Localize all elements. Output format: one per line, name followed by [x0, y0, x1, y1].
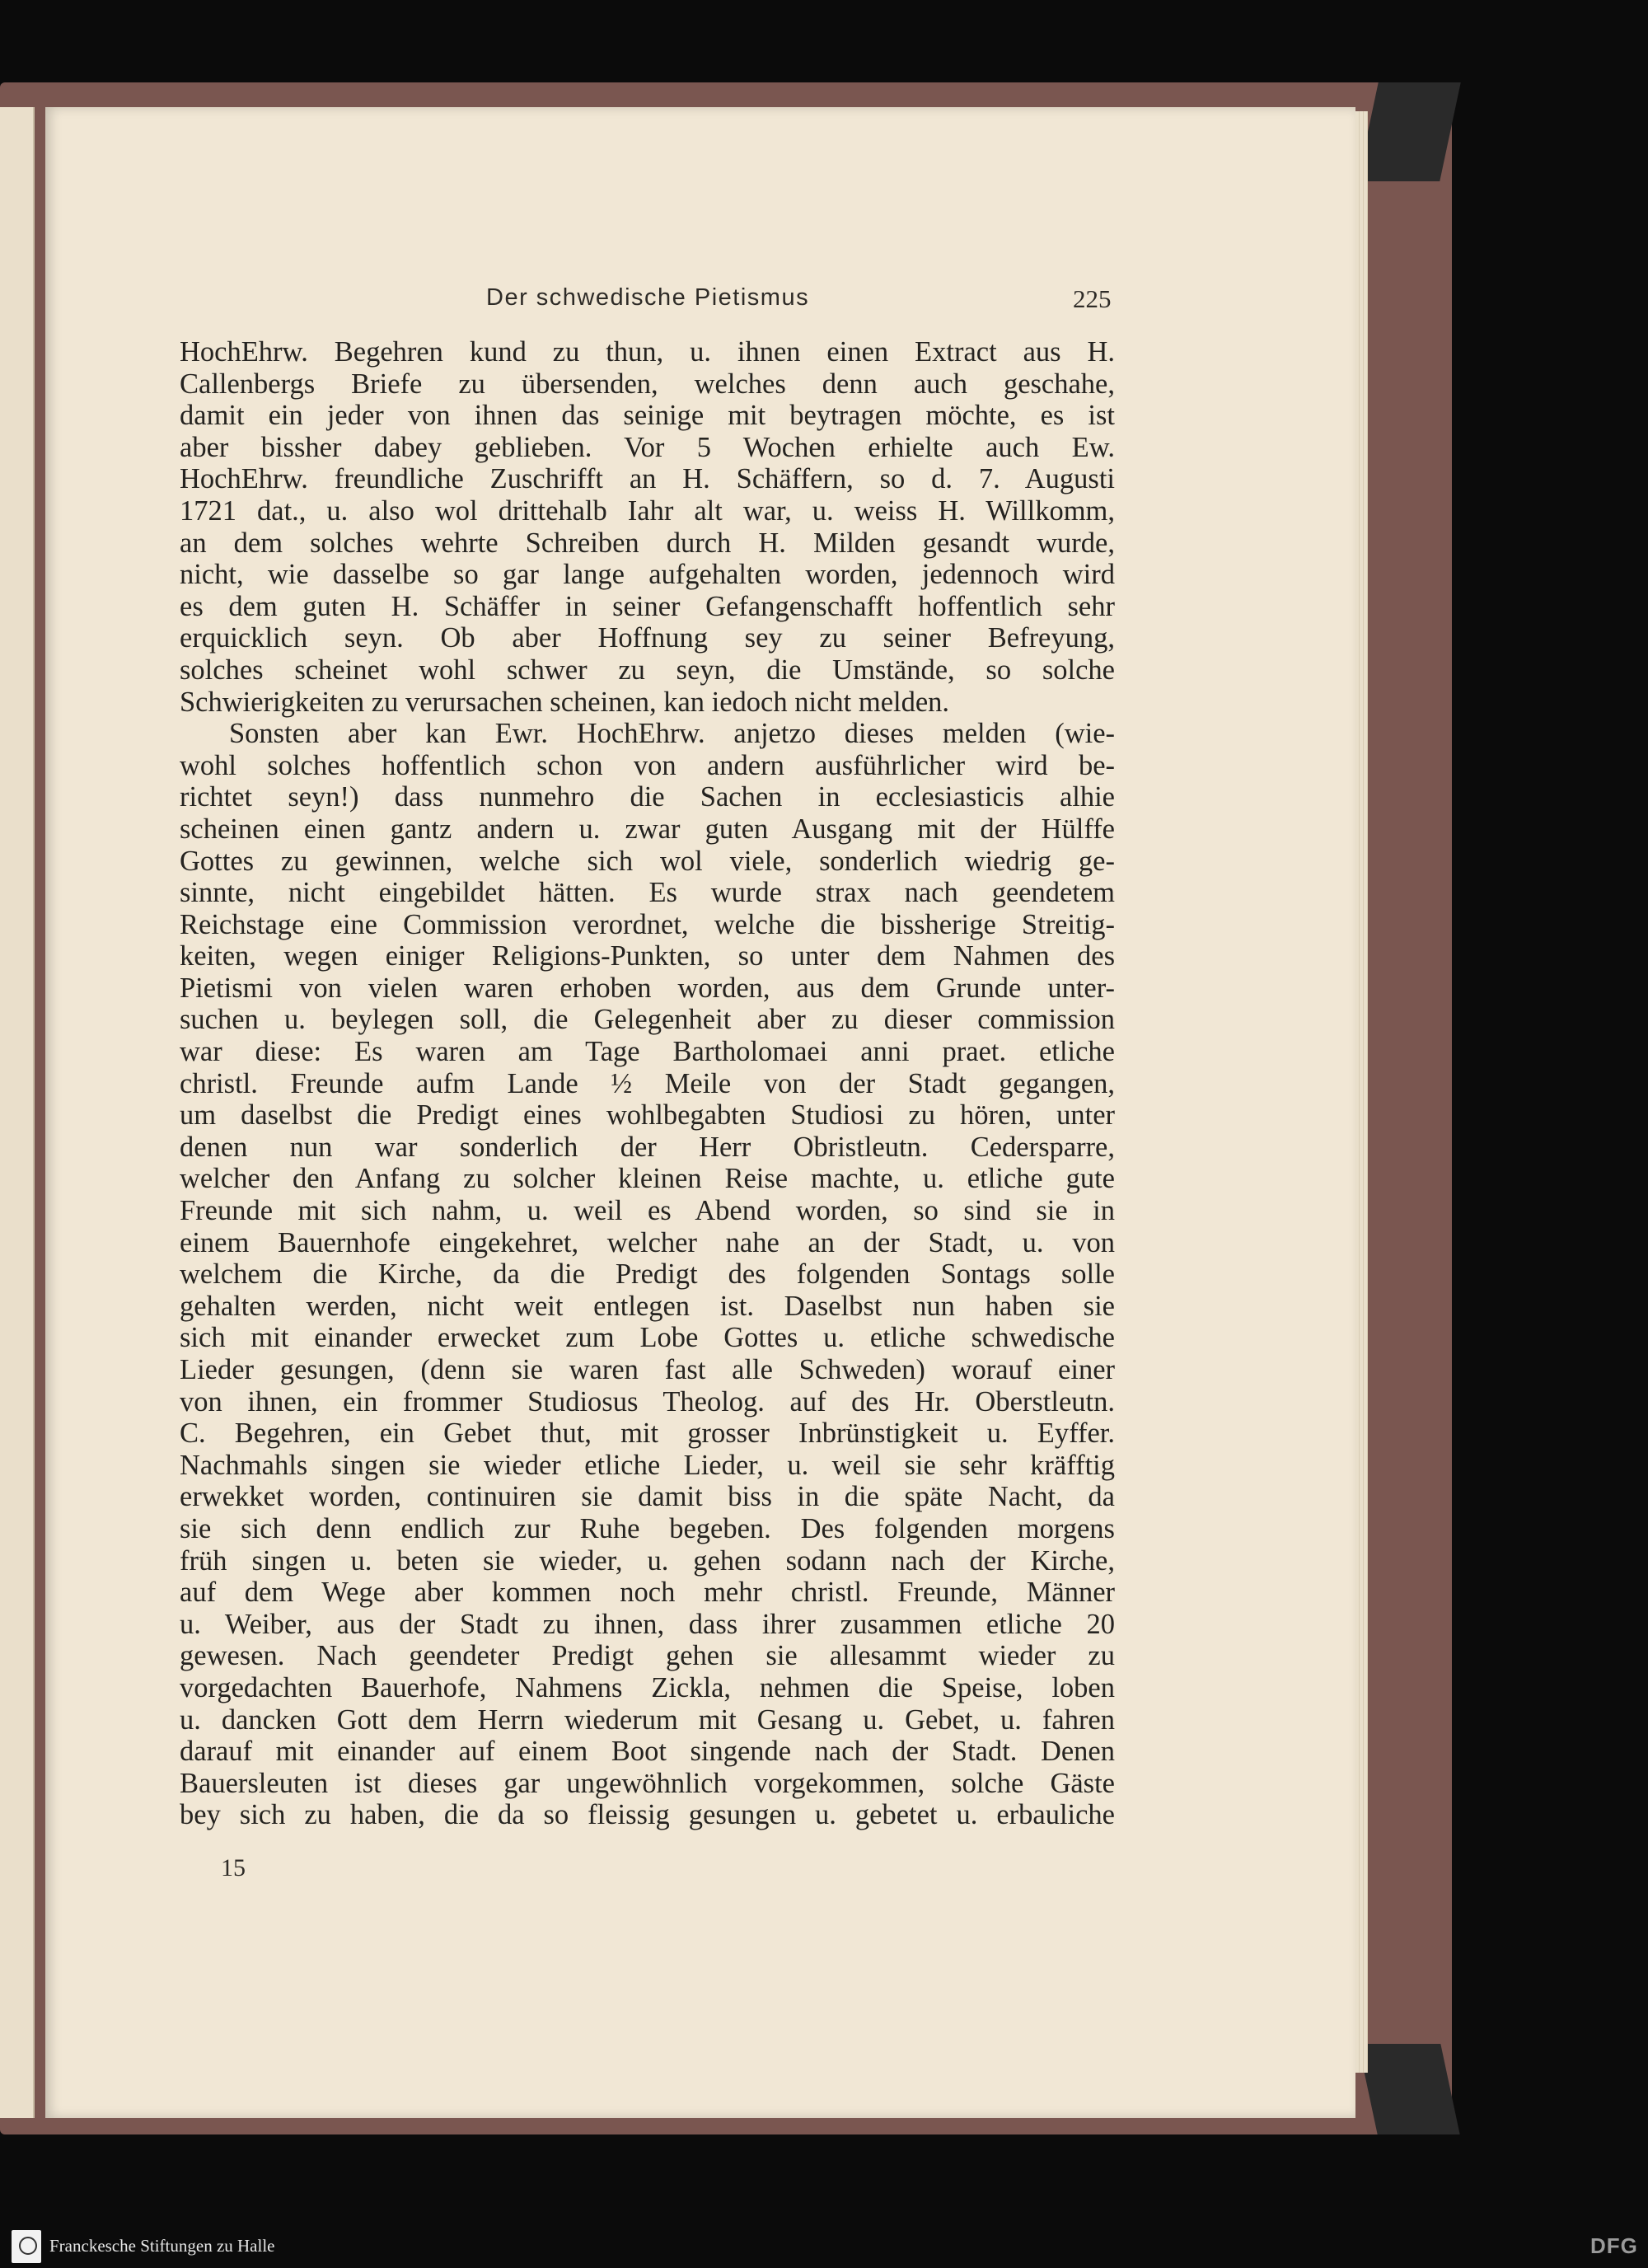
- text-line: [180, 1831, 1115, 1863]
- text-line: Lieder gesungen, (denn sie waren fast alle Schweden) worauf einer: [180, 1354, 1115, 1385]
- text-line: früh singen u. beten sie wieder, u. gehen sodann nach der Kirche,: [180, 1544, 1115, 1577]
- text-line: Pietismi von vielen waren erhoben worden, aus dem Grunde unter-: [180, 972, 1115, 1004]
- text-line: christl. Freunde aufm Lande ½ Meile von der Stadt gegangen,: [180, 1067, 1115, 1099]
- text-line: solches scheinet wohl schwer zu seyn, die Umstände, so solche: [180, 654, 1115, 686]
- text-line: denen nun war sonderlich der Herr Obristleutn. Cedersparre,: [180, 1131, 1115, 1163]
- text-line: Nachmahls singen sie wieder etliche Lieder, u. weil sie sehr kräfftig: [180, 1449, 1115, 1481]
- text-line: erquicklich seyn. Ob aber Hoffnung sey zu seiner Befreyung,: [180, 622, 1115, 654]
- text-line: einem Bauernhofe eingekehret, welcher nahe an der Stadt, u. von: [180, 1226, 1115, 1258]
- text-line: HochEhrw. Begehren kund zu thun, u. ihnen einen Extract aus H.: [180, 336, 1115, 368]
- text-line: nicht, wie dasselbe so gar lange aufgehalten worden, jedennoch wird: [180, 559, 1115, 591]
- page-number: 225: [1073, 284, 1112, 313]
- text-line: Bauersleuten ist dieses gar ungewöhnlich vorgekommen, solche Gäste: [180, 1767, 1115, 1799]
- text-line: suchen u. beylegen soll, die Gelegenheit aber zu dieser commission: [180, 1004, 1115, 1036]
- running-head: Der schwedische Pietismus: [486, 284, 810, 311]
- text-line: welcher den Anfang zu solcher kleinen Reise machte, u. etliche gute: [180, 1163, 1115, 1195]
- text-line: keiten, wegen einiger Religions-Punkten, so unter dem Nahmen des: [180, 940, 1115, 972]
- text-line: Schwierigkeiten zu verursachen scheinen, kan iedoch nicht melden.: [180, 686, 950, 718]
- text-line: aber bissher dabey geblieben. Vor 5 Wochen erhielte auch Ew.: [180, 431, 1115, 463]
- foundation-seal-icon: [12, 2230, 41, 2263]
- text-line: Sonsten aber kan Ewr. HochEhrw. anjetzo dieses melden (wie-: [229, 718, 1115, 750]
- text-line: u. Weiber, aus der Stadt zu ihnen, dass ihrer zusammen etliche 20: [180, 1608, 1115, 1640]
- text-line: an dem solches wehrte Schreiben durch H. Milden gesandt wurde,: [180, 527, 1115, 559]
- text-line: damit ein jeder von ihnen das seinige mit beytragen möchte, es ist: [180, 400, 1115, 432]
- text-line: darauf mit einander auf einem Boot singende nach der Stadt. Denen: [180, 1736, 1115, 1768]
- text-line: Callenbergs Briefe zu übersenden, welches denn auch geschahe,: [180, 368, 1115, 400]
- institution-label: Franckesche Stiftungen zu Halle: [49, 2236, 275, 2256]
- text-line: 1721 dat., u. also wol drittehalb Iahr alt war, u. weiss H. Willkomm,: [180, 494, 1115, 527]
- text-line: u. dancken Gott dem Herrn wiederum mit Gesang u. Gebet, u. fahren: [180, 1703, 1115, 1736]
- text-line: Gottes zu gewinnen, welche sich wol viele, sonderlich wiedrig ge-: [180, 845, 1115, 877]
- text-line: bey sich zu haben, die da so fleissig gesungen u. gebetet u. erbauliche: [180, 1799, 1115, 1831]
- text-line: scheinen einen gantz andern u. zwar guten Ausgang mit der Hülffe: [180, 813, 1115, 845]
- text-line: welchem die Kirche, da die Predigt des folgenden Sontags solle: [180, 1258, 1115, 1291]
- text-line: von ihnen, ein frommer Studiosus Theolog. auf des Hr. Oberstleutn.: [180, 1385, 1115, 1418]
- text-line: HochEhrw. freundliche Zuschrifft an H. Schäffern, so d. 7. Augusti: [180, 463, 1115, 495]
- text-line: Reichstage eine Commission verordnet, welche die bissherige Streitig-: [180, 908, 1115, 940]
- text-line: richtet seyn!) dass nunmehro die Sachen in ecclesiasticis alhie: [180, 781, 1115, 813]
- text-line: C. Begehren, ein Gebet thut, mit grosser Inbrünstigkeit u. Eyffer.: [180, 1418, 1115, 1450]
- text-line: sie sich denn endlich zur Ruhe begeben. Des folgenden morgens: [180, 1512, 1115, 1544]
- text-line: wohl solches hoffentlich schon von andern ausführlicher wird be-: [180, 749, 1115, 781]
- text-line: Freunde mit sich nahm, u. weil es Abend worden, so sind sie in: [180, 1195, 1115, 1227]
- dfg-logo: DFG: [1590, 2233, 1638, 2258]
- text-line: gewesen. Nach geendeter Predigt gehen sie allesammt wieder zu: [180, 1640, 1115, 1672]
- signature-mark: 15: [221, 1854, 246, 1881]
- text-line: gehalten werden, nicht weit entlegen ist. Daselbst nun haben sie: [180, 1290, 1115, 1322]
- text-line: um daselbst die Predigt eines wohlbegabten Studiosi zu hören, unter: [180, 1099, 1115, 1132]
- text-line: es dem guten H. Schäffer in seiner Gefangenschafft hoffentlich sehr: [180, 590, 1115, 622]
- text-line: erwekket worden, continuiren sie damit biss in die späte Nacht, da: [180, 1481, 1115, 1513]
- text-line: war diese: Es waren am Tage Bartholomaei anni praet. etliche: [180, 1036, 1115, 1068]
- facing-page-edge: [0, 107, 35, 2118]
- body-text: [180, 336, 1115, 1863]
- text-line: sich mit einander erwecket zum Lobe Gottes u. etliche schwedische: [180, 1322, 1115, 1354]
- text-line: auf dem Wege aber kommen noch mehr christl. Freunde, Männer: [180, 1577, 1115, 1609]
- text-line: vorgedachten Bauerhofe, Nahmens Zickla, nehmen die Speise, loben: [180, 1671, 1115, 1703]
- text-line: sinnte, nicht eingebildet hätten. Es wurde strax nach geendetem: [180, 877, 1115, 909]
